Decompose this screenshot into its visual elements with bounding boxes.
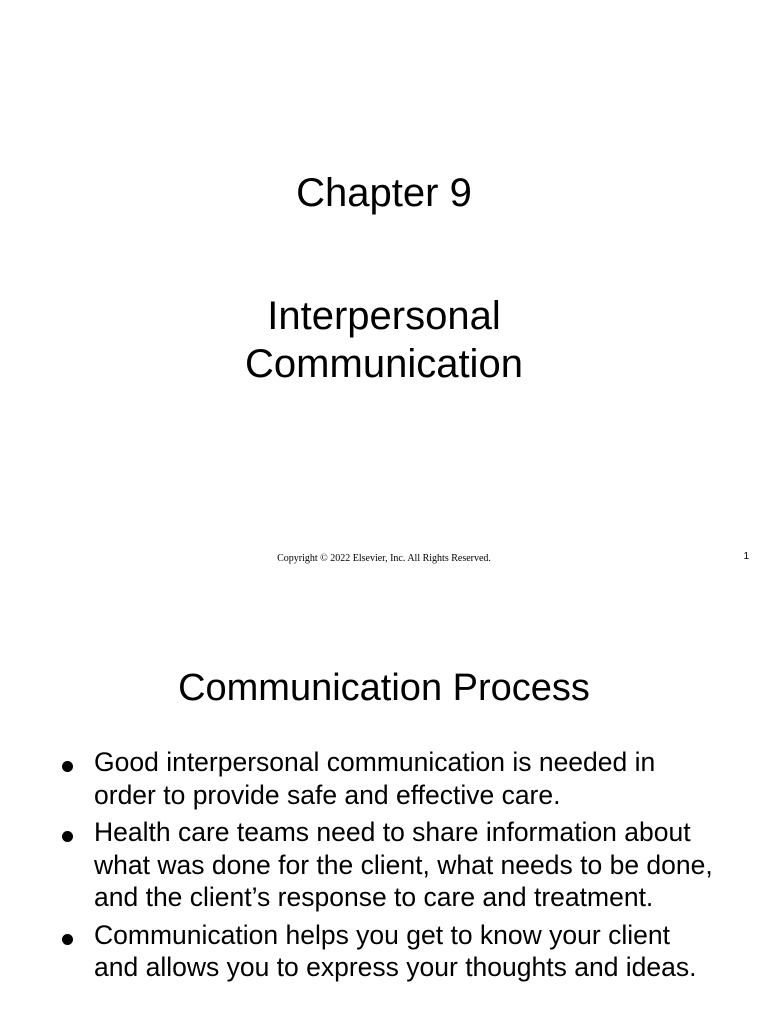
copyright-notice: Copyright © 2022 Elsevier, Inc. All Rights Reserved. bbox=[277, 553, 491, 564]
chapter-title: Chapter 9 bbox=[296, 171, 472, 215]
bullet-dot-icon bbox=[62, 831, 73, 842]
bullet-item bbox=[58, 746, 718, 811]
bullet-text: Communication helps you get to know your client and allows you to express your thoughts and ideas. bbox=[94, 919, 697, 982]
subtitle-line-2: Communication bbox=[245, 342, 523, 386]
slide-title: Communication Process bbox=[178, 667, 590, 709]
bullet-dot-icon bbox=[62, 934, 73, 945]
bullet-text: Health care teams need to share information about what was done for the client, what needs to be done, and the client’s response to care and treatment. bbox=[94, 817, 713, 912]
slide-2 bbox=[0, 580, 768, 1024]
bullet-item bbox=[58, 816, 718, 914]
subtitle-line-1: Interpersonal bbox=[267, 294, 501, 338]
bullet-item bbox=[58, 919, 718, 984]
bullet-text: Good interpersonal communication is needed in order to provide safe and effective care. bbox=[94, 747, 656, 810]
bullet-list bbox=[58, 746, 718, 989]
chapter-subtitle bbox=[0, 292, 768, 388]
bullet-dot-icon bbox=[62, 761, 73, 772]
page-number: 1 bbox=[743, 551, 749, 562]
